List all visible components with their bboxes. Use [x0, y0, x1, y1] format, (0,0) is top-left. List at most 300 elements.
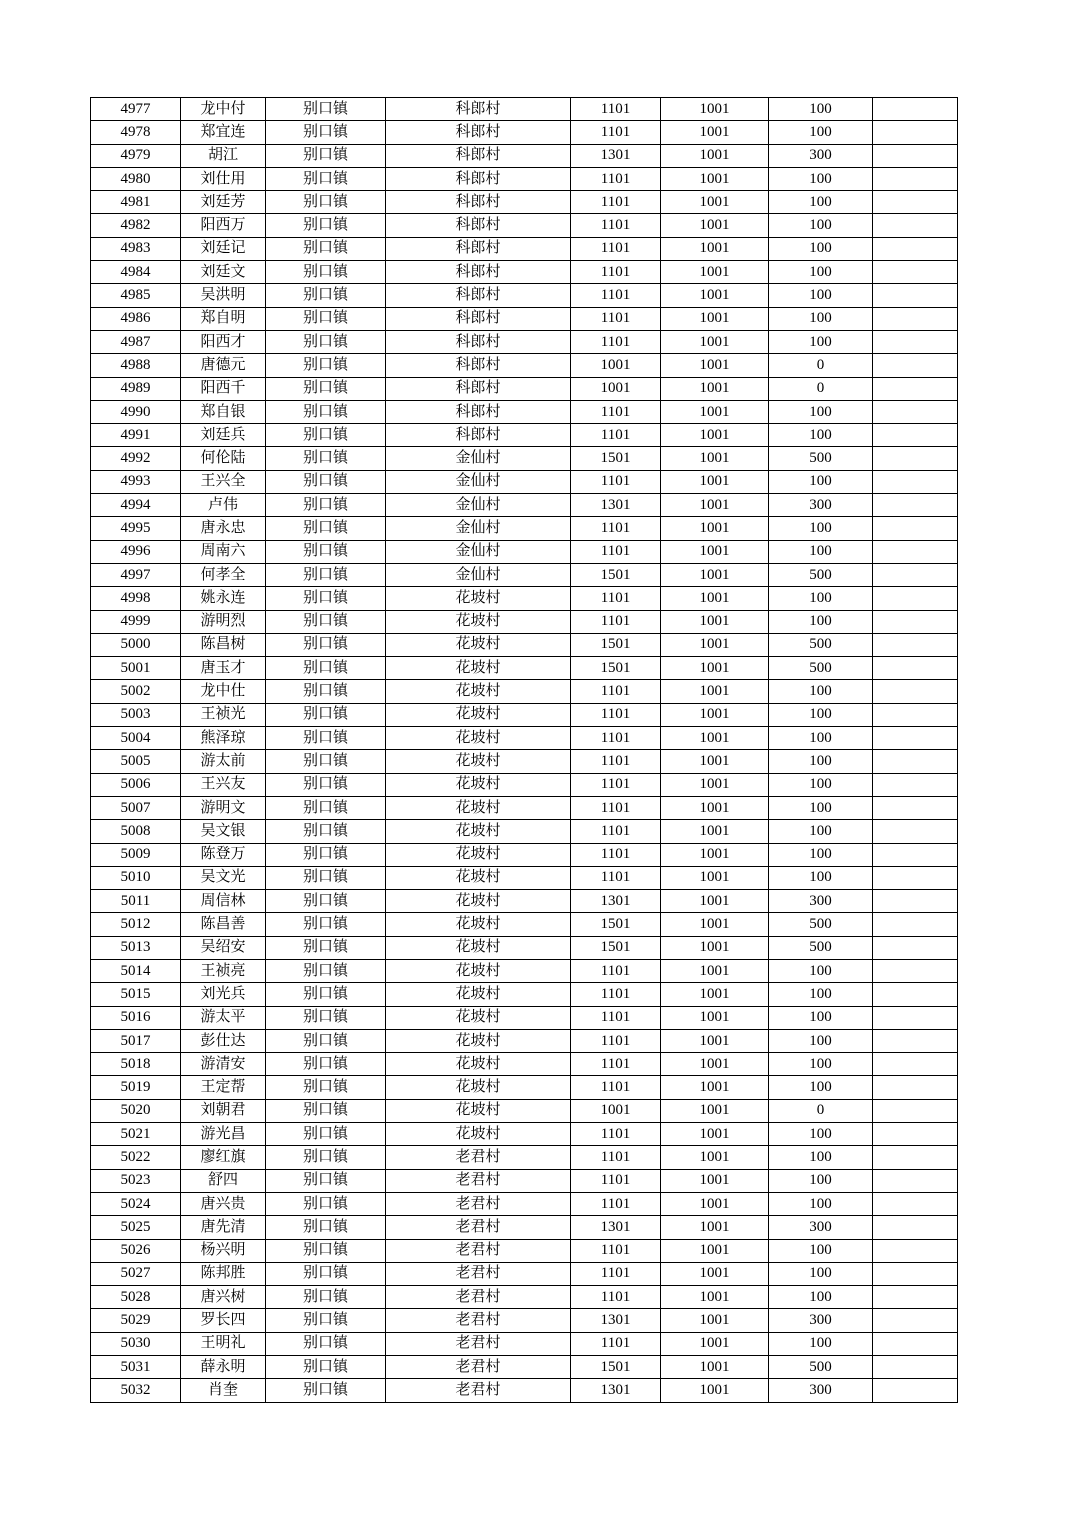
table-cell: 王祯亮	[181, 959, 266, 982]
table-cell: 1101	[571, 1192, 661, 1215]
table-cell: 1001	[661, 563, 769, 586]
table-cell: 1101	[571, 1076, 661, 1099]
table-cell: 100	[769, 1146, 873, 1169]
table-cell: 4997	[91, 563, 181, 586]
table-row	[91, 796, 958, 819]
table-cell: 吴洪明	[181, 284, 266, 307]
table-cell: 100	[769, 517, 873, 540]
table-cell: 老君村	[386, 1309, 571, 1332]
table-cell: 1001	[661, 773, 769, 796]
table-cell: 别口镇	[266, 517, 386, 540]
table-cell	[873, 400, 958, 423]
table-cell: 科郎村	[386, 121, 571, 144]
table-cell: 5002	[91, 680, 181, 703]
table-cell: 科郎村	[386, 167, 571, 190]
table-cell: 5027	[91, 1262, 181, 1285]
table-cell: 花坡村	[386, 1076, 571, 1099]
table-cell: 100	[769, 307, 873, 330]
table-cell: 别口镇	[266, 1099, 386, 1122]
table-cell: 100	[769, 1239, 873, 1262]
table-cell: 别口镇	[266, 866, 386, 889]
table-cell: 0	[769, 354, 873, 377]
table-cell: 花坡村	[386, 866, 571, 889]
table-cell: 科郎村	[386, 307, 571, 330]
table-cell: 吴绍安	[181, 936, 266, 959]
table-cell: 周信林	[181, 890, 266, 913]
table-cell: 老君村	[386, 1192, 571, 1215]
table-cell	[873, 330, 958, 353]
table-cell	[873, 657, 958, 680]
table-cell: 1301	[571, 1379, 661, 1402]
table-cell: 500	[769, 1356, 873, 1379]
table-cell: 1101	[571, 167, 661, 190]
table-cell: 1101	[571, 330, 661, 353]
table-cell: 花坡村	[386, 1006, 571, 1029]
table-cell	[873, 284, 958, 307]
table-cell: 1301	[571, 1309, 661, 1332]
table-cell: 别口镇	[266, 307, 386, 330]
table-cell: 金仙村	[386, 563, 571, 586]
table-cell: 1101	[571, 424, 661, 447]
table-cell: 1301	[571, 494, 661, 517]
table-cell	[873, 1379, 958, 1402]
table-cell: 金仙村	[386, 494, 571, 517]
table-cell: 1101	[571, 1006, 661, 1029]
table-cell	[873, 773, 958, 796]
table-cell: 别口镇	[266, 400, 386, 423]
table-cell: 100	[769, 1123, 873, 1146]
table-cell: 花坡村	[386, 1123, 571, 1146]
table-cell: 游太前	[181, 750, 266, 773]
table-cell: 100	[769, 796, 873, 819]
table-cell: 老君村	[386, 1356, 571, 1379]
table-cell: 陈昌树	[181, 633, 266, 656]
table-cell: 0	[769, 377, 873, 400]
table-cell: 别口镇	[266, 1286, 386, 1309]
table-cell: 1001	[661, 121, 769, 144]
table-cell: 100	[769, 330, 873, 353]
table-row	[91, 913, 958, 936]
table-cell	[873, 1099, 958, 1122]
table-cell	[873, 959, 958, 982]
table-cell: 1001	[661, 470, 769, 493]
table-cell: 1001	[661, 1309, 769, 1332]
table-cell: 100	[769, 261, 873, 284]
table-cell: 别口镇	[266, 703, 386, 726]
table-cell: 老君村	[386, 1379, 571, 1402]
table-cell: 100	[769, 1053, 873, 1076]
table-cell: 300	[769, 1379, 873, 1402]
table-cell: 别口镇	[266, 1076, 386, 1099]
table-cell: 别口镇	[266, 890, 386, 913]
table-cell: 100	[769, 191, 873, 214]
table-row	[91, 377, 958, 400]
table-cell: 1101	[571, 214, 661, 237]
table-cell: 别口镇	[266, 610, 386, 633]
table-cell: 1001	[661, 657, 769, 680]
table-cell: 科郎村	[386, 330, 571, 353]
table-cell: 1001	[661, 400, 769, 423]
table-row	[91, 773, 958, 796]
table-cell: 5006	[91, 773, 181, 796]
table-cell: 1001	[661, 936, 769, 959]
table-cell: 游光昌	[181, 1123, 266, 1146]
table-cell	[873, 540, 958, 563]
table-cell: 100	[769, 750, 873, 773]
table-cell	[873, 470, 958, 493]
table-cell: 5008	[91, 820, 181, 843]
table-cell: 100	[769, 680, 873, 703]
table-cell: 1301	[571, 144, 661, 167]
table-cell: 别口镇	[266, 424, 386, 447]
table-cell: 别口镇	[266, 1262, 386, 1285]
table-cell: 5013	[91, 936, 181, 959]
table-cell: 100	[769, 167, 873, 190]
table-row	[91, 703, 958, 726]
table-cell: 别口镇	[266, 1006, 386, 1029]
table-cell: 1101	[571, 843, 661, 866]
table-cell: 吴文光	[181, 866, 266, 889]
table-cell: 别口镇	[266, 727, 386, 750]
table-cell: 别口镇	[266, 377, 386, 400]
table-cell: 1101	[571, 1169, 661, 1192]
table-cell: 游太平	[181, 1006, 266, 1029]
table-cell: 4999	[91, 610, 181, 633]
table-cell	[873, 1216, 958, 1239]
table-cell: 别口镇	[266, 284, 386, 307]
table-cell: 1301	[571, 890, 661, 913]
table-cell: 300	[769, 144, 873, 167]
table-cell: 肖奎	[181, 1379, 266, 1402]
table-cell: 刘廷芳	[181, 191, 266, 214]
table-cell: 1101	[571, 191, 661, 214]
table-cell: 1101	[571, 796, 661, 819]
table-cell: 5014	[91, 959, 181, 982]
table-cell	[873, 1309, 958, 1332]
table-cell: 1001	[661, 1006, 769, 1029]
table-cell: 花坡村	[386, 936, 571, 959]
table-cell: 别口镇	[266, 750, 386, 773]
table-cell	[873, 610, 958, 633]
table-cell	[873, 587, 958, 610]
table-cell: 花坡村	[386, 657, 571, 680]
table-cell: 1101	[571, 540, 661, 563]
table-cell: 1001	[661, 284, 769, 307]
table-cell: 5028	[91, 1286, 181, 1309]
table-cell: 5026	[91, 1239, 181, 1262]
table-cell: 姚永连	[181, 587, 266, 610]
table-cell: 科郎村	[386, 424, 571, 447]
table-cell: 4994	[91, 494, 181, 517]
table-cell: 100	[769, 983, 873, 1006]
table-cell: 100	[769, 610, 873, 633]
table-cell: 1001	[661, 1099, 769, 1122]
table-cell: 100	[769, 703, 873, 726]
table-cell	[873, 1029, 958, 1052]
table-cell: 1101	[571, 517, 661, 540]
table-cell: 别口镇	[266, 447, 386, 470]
table-cell	[873, 633, 958, 656]
table-cell	[873, 1239, 958, 1262]
table-cell: 4981	[91, 191, 181, 214]
table-cell: 花坡村	[386, 727, 571, 750]
table-cell: 1001	[661, 587, 769, 610]
table-row	[91, 517, 958, 540]
table-cell: 1001	[661, 1262, 769, 1285]
table-cell: 别口镇	[266, 1379, 386, 1402]
table-cell: 1001	[661, 447, 769, 470]
table-cell	[873, 1146, 958, 1169]
table-cell: 1101	[571, 1286, 661, 1309]
table-cell: 别口镇	[266, 657, 386, 680]
table-row	[91, 447, 958, 470]
table-cell: 花坡村	[386, 983, 571, 1006]
table-cell	[873, 1286, 958, 1309]
table-cell: 1101	[571, 98, 661, 121]
table-cell: 100	[769, 587, 873, 610]
table-cell: 5004	[91, 727, 181, 750]
table-cell: 1001	[661, 1379, 769, 1402]
table-cell: 4983	[91, 237, 181, 260]
table-cell: 刘廷兵	[181, 424, 266, 447]
table-cell: 4995	[91, 517, 181, 540]
table-cell: 别口镇	[266, 1029, 386, 1052]
table-cell: 5001	[91, 657, 181, 680]
table-cell: 1301	[571, 1216, 661, 1239]
table-row	[91, 191, 958, 214]
table-cell: 4977	[91, 98, 181, 121]
table-cell: 阳西万	[181, 214, 266, 237]
table-cell: 1001	[661, 1123, 769, 1146]
table-row	[91, 1239, 958, 1262]
table-row	[91, 727, 958, 750]
table-cell: 5020	[91, 1099, 181, 1122]
table-cell: 300	[769, 494, 873, 517]
table-cell: 100	[769, 727, 873, 750]
table-cell: 100	[769, 1029, 873, 1052]
table-cell: 5012	[91, 913, 181, 936]
table-cell: 1001	[571, 1099, 661, 1122]
table-cell: 周南六	[181, 540, 266, 563]
table-row	[91, 284, 958, 307]
table-cell: 别口镇	[266, 1356, 386, 1379]
table-cell: 别口镇	[266, 470, 386, 493]
table-cell: 300	[769, 1216, 873, 1239]
table-cell: 老君村	[386, 1239, 571, 1262]
table-cell: 1001	[661, 1216, 769, 1239]
table-cell	[873, 237, 958, 260]
table-cell: 别口镇	[266, 121, 386, 144]
table-cell: 300	[769, 890, 873, 913]
table-cell: 4996	[91, 540, 181, 563]
table-cell: 1101	[571, 1146, 661, 1169]
table-cell	[873, 866, 958, 889]
table-cell: 花坡村	[386, 750, 571, 773]
table-row	[91, 424, 958, 447]
table-cell: 科郎村	[386, 284, 571, 307]
table-cell: 100	[769, 540, 873, 563]
table-cell: 5022	[91, 1146, 181, 1169]
table-row	[91, 563, 958, 586]
table-cell: 1101	[571, 470, 661, 493]
table-row	[91, 167, 958, 190]
table-cell: 罗长四	[181, 1309, 266, 1332]
table-cell	[873, 820, 958, 843]
table-cell: 别口镇	[266, 237, 386, 260]
table-cell: 1001	[661, 540, 769, 563]
table-cell: 1001	[571, 377, 661, 400]
table-row	[91, 983, 958, 1006]
table-cell: 刘仕用	[181, 167, 266, 190]
table-cell: 胡江	[181, 144, 266, 167]
table-cell: 100	[769, 1006, 873, 1029]
table-cell: 王祯光	[181, 703, 266, 726]
table-cell: 别口镇	[266, 959, 386, 982]
table-cell: 1001	[661, 98, 769, 121]
table-cell: 500	[769, 913, 873, 936]
table-cell: 1101	[571, 587, 661, 610]
table-cell: 花坡村	[386, 1029, 571, 1052]
table-cell: 100	[769, 400, 873, 423]
table-cell: 5032	[91, 1379, 181, 1402]
table-cell: 别口镇	[266, 540, 386, 563]
table-cell: 1101	[571, 820, 661, 843]
table-cell: 花坡村	[386, 587, 571, 610]
table-cell: 1001	[661, 820, 769, 843]
table-cell: 5029	[91, 1309, 181, 1332]
table-cell: 1001	[661, 377, 769, 400]
table-cell: 500	[769, 657, 873, 680]
table-cell: 科郎村	[386, 98, 571, 121]
table-cell: 陈邦胜	[181, 1262, 266, 1285]
table-cell: 5024	[91, 1192, 181, 1215]
table-row	[91, 540, 958, 563]
table-cell: 4991	[91, 424, 181, 447]
table-row	[91, 680, 958, 703]
table-row	[91, 587, 958, 610]
table-cell: 100	[769, 1076, 873, 1099]
table-row	[91, 959, 958, 982]
table-cell: 科郎村	[386, 354, 571, 377]
table-cell: 1001	[661, 494, 769, 517]
table-cell: 别口镇	[266, 796, 386, 819]
table-cell: 1101	[571, 261, 661, 284]
table-cell: 吴文银	[181, 820, 266, 843]
table-cell: 廖红旗	[181, 1146, 266, 1169]
table-row	[91, 1076, 958, 1099]
table-cell	[873, 796, 958, 819]
table-cell	[873, 563, 958, 586]
table-row	[91, 1192, 958, 1215]
table-cell: 老君村	[386, 1169, 571, 1192]
table-cell: 500	[769, 633, 873, 656]
table-cell: 1501	[571, 1356, 661, 1379]
table-cell: 100	[769, 98, 873, 121]
table-cell: 500	[769, 447, 873, 470]
table-cell: 花坡村	[386, 610, 571, 633]
table-cell: 王兴友	[181, 773, 266, 796]
table-cell: 花坡村	[386, 820, 571, 843]
table-cell: 薛永明	[181, 1356, 266, 1379]
table-cell: 别口镇	[266, 144, 386, 167]
table-row	[91, 890, 958, 913]
table-cell: 1501	[571, 657, 661, 680]
table-cell: 1101	[571, 727, 661, 750]
table-cell: 1001	[661, 191, 769, 214]
table-row	[91, 1146, 958, 1169]
table-cell	[873, 1332, 958, 1355]
table-cell: 100	[769, 843, 873, 866]
table-cell: 王兴全	[181, 470, 266, 493]
table-cell: 1001	[661, 983, 769, 1006]
table-cell: 唐玉才	[181, 657, 266, 680]
table-cell: 100	[769, 424, 873, 447]
table-cell: 龙中仕	[181, 680, 266, 703]
table-cell	[873, 1262, 958, 1285]
table-cell: 别口镇	[266, 983, 386, 1006]
table-cell: 100	[769, 470, 873, 493]
table-cell: 4993	[91, 470, 181, 493]
table-cell: 刘光兵	[181, 983, 266, 1006]
table-cell: 游清安	[181, 1053, 266, 1076]
table-row	[91, 1262, 958, 1285]
table-row	[91, 633, 958, 656]
table-cell: 唐先清	[181, 1216, 266, 1239]
table-cell: 1101	[571, 1029, 661, 1052]
table-cell: 1101	[571, 680, 661, 703]
table-cell	[873, 307, 958, 330]
table-cell	[873, 144, 958, 167]
table-row	[91, 843, 958, 866]
table-cell: 1001	[661, 913, 769, 936]
table-cell	[873, 1192, 958, 1215]
table-cell	[873, 750, 958, 773]
table-cell: 1101	[571, 307, 661, 330]
table-cell: 1101	[571, 121, 661, 144]
table-row	[91, 494, 958, 517]
table-cell: 别口镇	[266, 1216, 386, 1239]
table-row	[91, 1169, 958, 1192]
table-cell: 100	[769, 1286, 873, 1309]
table-cell: 陈登万	[181, 843, 266, 866]
table-cell: 别口镇	[266, 1309, 386, 1332]
table-cell: 1001	[661, 727, 769, 750]
table-cell: 100	[769, 1262, 873, 1285]
table-cell: 别口镇	[266, 167, 386, 190]
table-cell: 别口镇	[266, 1332, 386, 1355]
table-cell: 别口镇	[266, 843, 386, 866]
table-cell: 别口镇	[266, 680, 386, 703]
table-cell: 1001	[661, 144, 769, 167]
table-cell: 1001	[661, 703, 769, 726]
table-cell: 老君村	[386, 1332, 571, 1355]
table-cell: 100	[769, 284, 873, 307]
table-row	[91, 121, 958, 144]
table-cell: 5015	[91, 983, 181, 1006]
table-cell: 别口镇	[266, 913, 386, 936]
table-cell: 1501	[571, 447, 661, 470]
table-cell: 花坡村	[386, 796, 571, 819]
table-cell: 科郎村	[386, 237, 571, 260]
table-cell: 5016	[91, 1006, 181, 1029]
table-cell: 1501	[571, 936, 661, 959]
table-cell	[873, 843, 958, 866]
table-cell: 1001	[661, 1146, 769, 1169]
table-cell: 何伦陆	[181, 447, 266, 470]
table-cell: 别口镇	[266, 563, 386, 586]
table-cell: 100	[769, 214, 873, 237]
table-cell: 1001	[661, 330, 769, 353]
